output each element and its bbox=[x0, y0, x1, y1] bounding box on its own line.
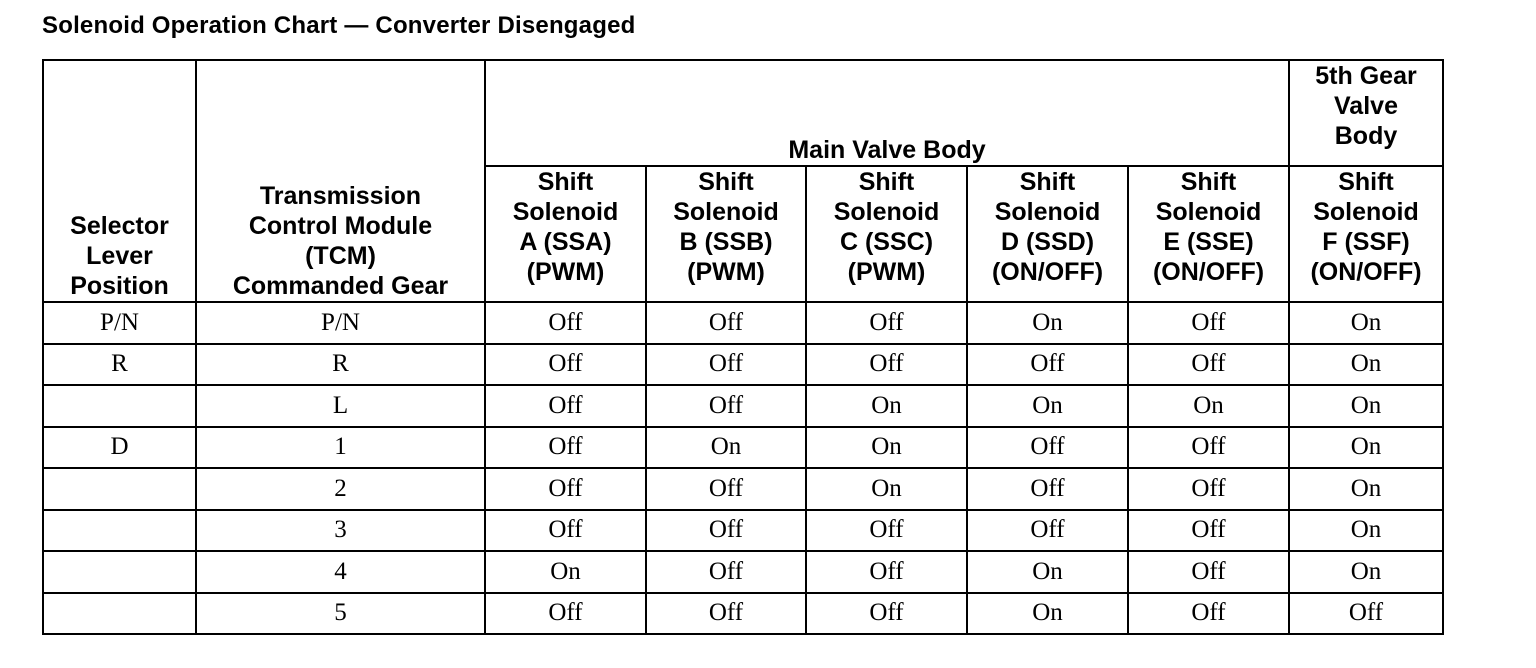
ssa-state-cell: On bbox=[485, 551, 646, 593]
table-row bbox=[43, 427, 1443, 469]
ssf-state-cell: On bbox=[1289, 551, 1443, 593]
ssc-state-cell: Off bbox=[806, 510, 967, 552]
table-row bbox=[43, 593, 1443, 635]
table-row bbox=[43, 302, 1443, 344]
selector-position-cell bbox=[43, 551, 196, 593]
selector-lever-header: Selector Lever Position bbox=[43, 60, 196, 302]
ssc-state-cell: Off bbox=[806, 302, 967, 344]
ssb-state-cell: Off bbox=[646, 344, 806, 386]
commanded-gear-cell: R bbox=[196, 344, 485, 386]
sse-state-cell: Off bbox=[1128, 593, 1289, 635]
ssc-state-cell: On bbox=[806, 385, 967, 427]
sse-state-cell: Off bbox=[1128, 302, 1289, 344]
ssf-state-cell: On bbox=[1289, 510, 1443, 552]
ssb-state-cell: Off bbox=[646, 510, 806, 552]
ssd-state-cell: Off bbox=[967, 344, 1128, 386]
ssa-state-cell: Off bbox=[485, 510, 646, 552]
table-row bbox=[43, 468, 1443, 510]
ssf-state-cell: Off bbox=[1289, 593, 1443, 635]
ssf-state-cell: On bbox=[1289, 302, 1443, 344]
sse-state-cell: Off bbox=[1128, 551, 1289, 593]
commanded-gear-cell: 3 bbox=[196, 510, 485, 552]
ssa-state-cell: Off bbox=[485, 385, 646, 427]
sse-state-cell: Off bbox=[1128, 344, 1289, 386]
table-row bbox=[43, 510, 1443, 552]
shift-solenoid-e-header: Shift Solenoid E (SSE) (ON/OFF) bbox=[1128, 166, 1289, 302]
ssf-state-cell: On bbox=[1289, 427, 1443, 469]
table-row bbox=[43, 551, 1443, 593]
sse-state-cell: On bbox=[1128, 385, 1289, 427]
commanded-gear-cell: P/N bbox=[196, 302, 485, 344]
ssc-state-cell: Off bbox=[806, 551, 967, 593]
ssd-state-cell: Off bbox=[967, 468, 1128, 510]
ssa-state-cell: Off bbox=[485, 468, 646, 510]
ssd-state-cell: On bbox=[967, 385, 1128, 427]
chart-title: Solenoid Operation Chart — Converter Disengaged bbox=[42, 12, 636, 39]
ssa-state-cell: Off bbox=[485, 344, 646, 386]
shift-solenoid-b-header: Shift Solenoid B (SSB) (PWM) bbox=[646, 166, 806, 302]
sse-state-cell: Off bbox=[1128, 510, 1289, 552]
ssf-state-cell: On bbox=[1289, 344, 1443, 386]
commanded-gear-cell: 5 bbox=[196, 593, 485, 635]
table-row bbox=[43, 385, 1443, 427]
ssb-state-cell: Off bbox=[646, 385, 806, 427]
ssf-state-cell: On bbox=[1289, 385, 1443, 427]
selector-position-cell: D bbox=[43, 427, 196, 469]
ssc-state-cell: On bbox=[806, 427, 967, 469]
solenoid-operation-table bbox=[42, 59, 1444, 635]
ssf-state-cell: On bbox=[1289, 468, 1443, 510]
ssb-state-cell: Off bbox=[646, 593, 806, 635]
tcm-commanded-gear-header: Transmission Control Module (TCM) Commanded Gear bbox=[196, 60, 485, 302]
ssd-state-cell: On bbox=[967, 551, 1128, 593]
selector-position-cell bbox=[43, 593, 196, 635]
shift-solenoid-d-header: Shift Solenoid D (SSD) (ON/OFF) bbox=[967, 166, 1128, 302]
sse-state-cell: Off bbox=[1128, 468, 1289, 510]
ssd-state-cell: Off bbox=[967, 427, 1128, 469]
ssa-state-cell: Off bbox=[485, 593, 646, 635]
main-valve-body-header: Main Valve Body bbox=[485, 60, 1289, 166]
ssb-state-cell: Off bbox=[646, 302, 806, 344]
header-row-groups bbox=[43, 60, 1443, 166]
commanded-gear-cell: L bbox=[196, 385, 485, 427]
ssb-state-cell: On bbox=[646, 427, 806, 469]
ssc-state-cell: Off bbox=[806, 344, 967, 386]
fifth-gear-valve-body-header: 5th Gear Valve Body bbox=[1289, 60, 1443, 166]
selector-position-cell bbox=[43, 468, 196, 510]
ssa-state-cell: Off bbox=[485, 427, 646, 469]
commanded-gear-cell: 1 bbox=[196, 427, 485, 469]
table-row bbox=[43, 344, 1443, 386]
sse-state-cell: Off bbox=[1128, 427, 1289, 469]
shift-solenoid-c-header: Shift Solenoid C (SSC) (PWM) bbox=[806, 166, 967, 302]
ssb-state-cell: Off bbox=[646, 551, 806, 593]
shift-solenoid-f-header: Shift Solenoid F (SSF) (ON/OFF) bbox=[1289, 166, 1443, 302]
selector-position-cell: P/N bbox=[43, 302, 196, 344]
selector-position-cell bbox=[43, 385, 196, 427]
selector-position-cell: R bbox=[43, 344, 196, 386]
ssd-state-cell: Off bbox=[967, 510, 1128, 552]
ssc-state-cell: Off bbox=[806, 593, 967, 635]
commanded-gear-cell: 2 bbox=[196, 468, 485, 510]
selector-position-cell bbox=[43, 510, 196, 552]
ssd-state-cell: On bbox=[967, 593, 1128, 635]
ssd-state-cell: On bbox=[967, 302, 1128, 344]
ssb-state-cell: Off bbox=[646, 468, 806, 510]
commanded-gear-cell: 4 bbox=[196, 551, 485, 593]
shift-solenoid-a-header: Shift Solenoid A (SSA) (PWM) bbox=[485, 166, 646, 302]
ssa-state-cell: Off bbox=[485, 302, 646, 344]
ssc-state-cell: On bbox=[806, 468, 967, 510]
